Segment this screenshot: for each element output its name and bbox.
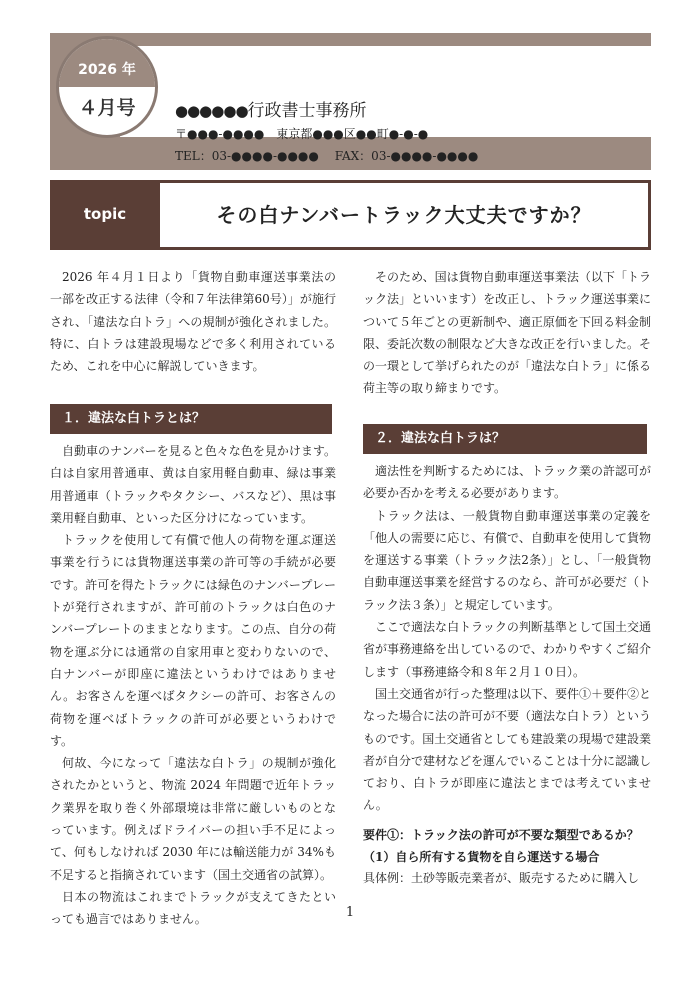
- office-name-suffix: 行政書士事務所: [247, 101, 367, 121]
- section2-paragraph: 適法性を判断するためには、トラック業の許認可が必要か否かを考える必要があります。: [363, 464, 651, 501]
- office-name-masked: ●●●●●●: [175, 102, 248, 120]
- section1-heading: １．違法な白トラとは？: [50, 404, 332, 434]
- topic-label: topic: [83, 205, 127, 223]
- requirement-example: 具体例：土砂等販売業者が、販売するために購入し: [363, 871, 640, 885]
- intro-paragraph: 2026 年４月１日より「貨物自動車運送事業法の一部を改正する法律（令和７年法律第60号）」が施行され、「違法な白トラ」への規制が強化されました。特に、白トラは建設現場などで多く利用されているため、これを中心に解説していきます。: [50, 270, 336, 374]
- section2-paragraph: トラック法は、一般貨物自動車運送事業の定義を「他人の需要に応じ、有償で、自動車を使用して貨物を運送する事業（トラック法2条）」とし、「一般貨物自動車運送事業を経営するのなら、許可が必要だ（トラック法３条）」と規定しています。: [363, 508, 652, 612]
- section2-paragraph: 国土交通省が行った整理は以下、要件①＋要件②となった場合に法の許可が不要（適法な白トラ）というものです。国土交通省としても建設業の現場で建設業者が自分で建材などを運んでいることは十分に認識しており、白トラが即座に違法とまでは考えていません。: [363, 686, 652, 813]
- requirement-item: （1）自ら所有する貨物を自ら運送する場合: [363, 850, 600, 864]
- section2-body: [363, 460, 651, 817]
- office-name: [175, 96, 367, 121]
- header-info-panel: [120, 46, 652, 137]
- section1-paragraph: 自動車のナンバーを見ると色々な色を見かけます。白は自家用普通車、黄は自家用軽自動車、緑は事業用普通車（トラックやタクシー、バスなど）、黒は事業用軽自動車、といった区分けになっています。: [50, 444, 336, 525]
- issue-year: 2026 年: [59, 39, 155, 87]
- section2-heading: ２．違法な白トラは？: [363, 424, 647, 454]
- section1-paragraph: トラックを使用して有償で他人の荷物を運ぶ運送事業を行うには貨物運送事業の許可等の手続が必要です。許可を得たトラックには緑色のナンバープレートが発行されますが、許可前のトラックは白色のナンバープレートのままとなります。この点、自分の荷物を運ぶ分には通常の自家用車と変わりないので、白ナンバーが即座に違法というわけではありません。お客さんを運べばタクシーの許可、お客さんの荷物を運べばトラックの許可が必要というわけです。: [50, 533, 336, 748]
- issue-month: ４月号: [78, 97, 136, 119]
- section2-paragraph: ここで適法な白トラックの判断基準として国土交通省が事務連絡を出しているので、わかりやすくご紹介します（事務連絡令和８年２月１０日）。: [363, 620, 651, 679]
- right-intro-text: [363, 266, 651, 400]
- requirement-heading: 要件①：トラック法の許可が不要な類型であるか？: [363, 828, 639, 842]
- office-phone-fax: TEL：03-●●●●-●●●● FAX：03-●●●●-●●●●: [175, 149, 479, 163]
- section1-body: [50, 440, 336, 931]
- page-number: 1: [345, 905, 355, 920]
- right-intro-paragraph: そのため、国は貨物自動車運送事業法（以下「トラック法」といいます）を改正し、トラック運送事業について５年ごとの更新制や、適正原価を下回る料金制限、委託次数の制限など大きな改正を行いました。その一環として挙げられたのが「違法な白トラ」に係る荷主等の取り締まりです。: [363, 270, 652, 396]
- section1-paragraph: 日本の物流はこれまでトラックが支えてきたといっても過言ではありません。: [50, 889, 336, 927]
- intro-text: [50, 266, 336, 377]
- issue-badge: [56, 36, 158, 138]
- office-address: 〒●●●-●●●● 東京都●●●区●●町●-●-●: [175, 127, 429, 141]
- topic-title: その白ナンバートラック大丈夫ですか？: [216, 203, 592, 227]
- section1-paragraph: 何故、今になって「違法な白トラ」の規制が強化されたかというと、物流 2024 年問題で近年トラック業界を取り巻く外部環境は非常に厳しいものとなっています。例えばドライバーの担い手不足によって、何もしなければ 2030 年には輸送能力が 34%も不足すると指摘されています（国土交通省の試算）。: [50, 756, 336, 882]
